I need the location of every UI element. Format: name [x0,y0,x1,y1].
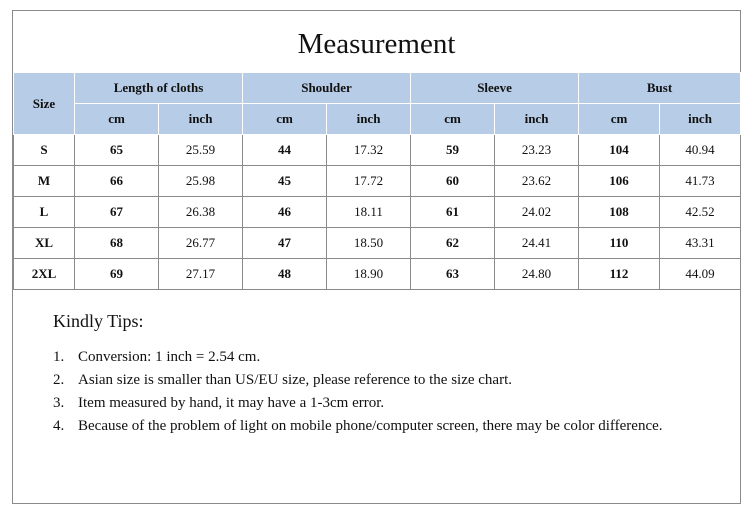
inch-cell: 17.72 [327,166,411,197]
tips-title: Kindly Tips: [53,311,144,331]
inch-cell: 44.09 [660,259,741,290]
list-item [53,415,723,438]
inch-cell: 25.59 [159,135,243,166]
size-cell: 2XL [14,259,75,290]
unit-header: cm [243,104,327,135]
tip-number: 4. [53,418,65,434]
size-header: Size [14,73,75,135]
tip-number: 2. [53,372,65,388]
cm-cell: 112 [579,259,660,290]
tips-list [53,346,723,438]
cm-cell: 59 [411,135,495,166]
inch-cell: 24.80 [495,259,579,290]
unit-header: inch [660,104,741,135]
cm-cell: 63 [411,259,495,290]
group-header-bust: Bust [579,73,741,104]
cm-cell: 60 [411,166,495,197]
cm-cell: 65 [75,135,159,166]
cm-cell: 61 [411,197,495,228]
cm-cell: 46 [243,197,327,228]
size-cell: S [14,135,75,166]
tip-text: Because of the problem of light on mobile phone/computer screen, there may be color difference. [78,418,663,434]
inch-cell: 26.77 [159,228,243,259]
cm-cell: 104 [579,135,660,166]
table-row [14,166,741,197]
cm-cell: 47 [243,228,327,259]
cm-cell: 44 [243,135,327,166]
unit-header: cm [411,104,495,135]
cm-cell: 68 [75,228,159,259]
inch-cell: 18.50 [327,228,411,259]
cm-cell: 108 [579,197,660,228]
size-chart-frame [12,10,741,504]
size-cell: XL [14,228,75,259]
unit-header: inch [495,104,579,135]
group-header-length: Length of cloths [75,73,243,104]
inch-cell: 18.90 [327,259,411,290]
table-row [14,197,741,228]
list-item [53,346,723,369]
unit-header: inch [159,104,243,135]
table-row [14,228,741,259]
unit-header-row [14,104,741,135]
size-table [13,72,741,290]
table-row [14,135,741,166]
inch-cell: 25.98 [159,166,243,197]
table-row [14,259,741,290]
inch-cell: 40.94 [660,135,741,166]
size-cell: L [14,197,75,228]
list-item [53,369,723,392]
inch-cell: 41.73 [660,166,741,197]
cm-cell: 66 [75,166,159,197]
inch-cell: 17.32 [327,135,411,166]
inch-cell: 43.31 [660,228,741,259]
inch-cell: 23.23 [495,135,579,166]
cm-cell: 106 [579,166,660,197]
inch-cell: 24.41 [495,228,579,259]
tip-number: 1. [53,349,65,365]
cm-cell: 110 [579,228,660,259]
cm-cell: 67 [75,197,159,228]
cm-cell: 48 [243,259,327,290]
tip-text: Asian size is smaller than US/EU size, please reference to the size chart. [78,372,512,388]
group-header-shoulder: Shoulder [243,73,411,104]
tip-text: Conversion: 1 inch = 2.54 cm. [78,349,261,365]
inch-cell: 27.17 [159,259,243,290]
tip-number: 3. [53,395,65,411]
inch-cell: 18.11 [327,197,411,228]
group-header-row [14,73,741,104]
inch-cell: 26.38 [159,197,243,228]
unit-header: inch [327,104,411,135]
inch-cell: 24.02 [495,197,579,228]
inch-cell: 42.52 [660,197,741,228]
unit-header: cm [579,104,660,135]
group-header-sleeve: Sleeve [411,73,579,104]
list-item [53,392,723,415]
page-title: Measurement [297,28,456,60]
size-cell: M [14,166,75,197]
unit-header: cm [75,104,159,135]
tips-section [53,311,723,438]
cm-cell: 62 [411,228,495,259]
inch-cell: 23.62 [495,166,579,197]
tip-text: Item measured by hand, it may have a 1-3cm error. [78,395,385,411]
cm-cell: 45 [243,166,327,197]
cm-cell: 69 [75,259,159,290]
